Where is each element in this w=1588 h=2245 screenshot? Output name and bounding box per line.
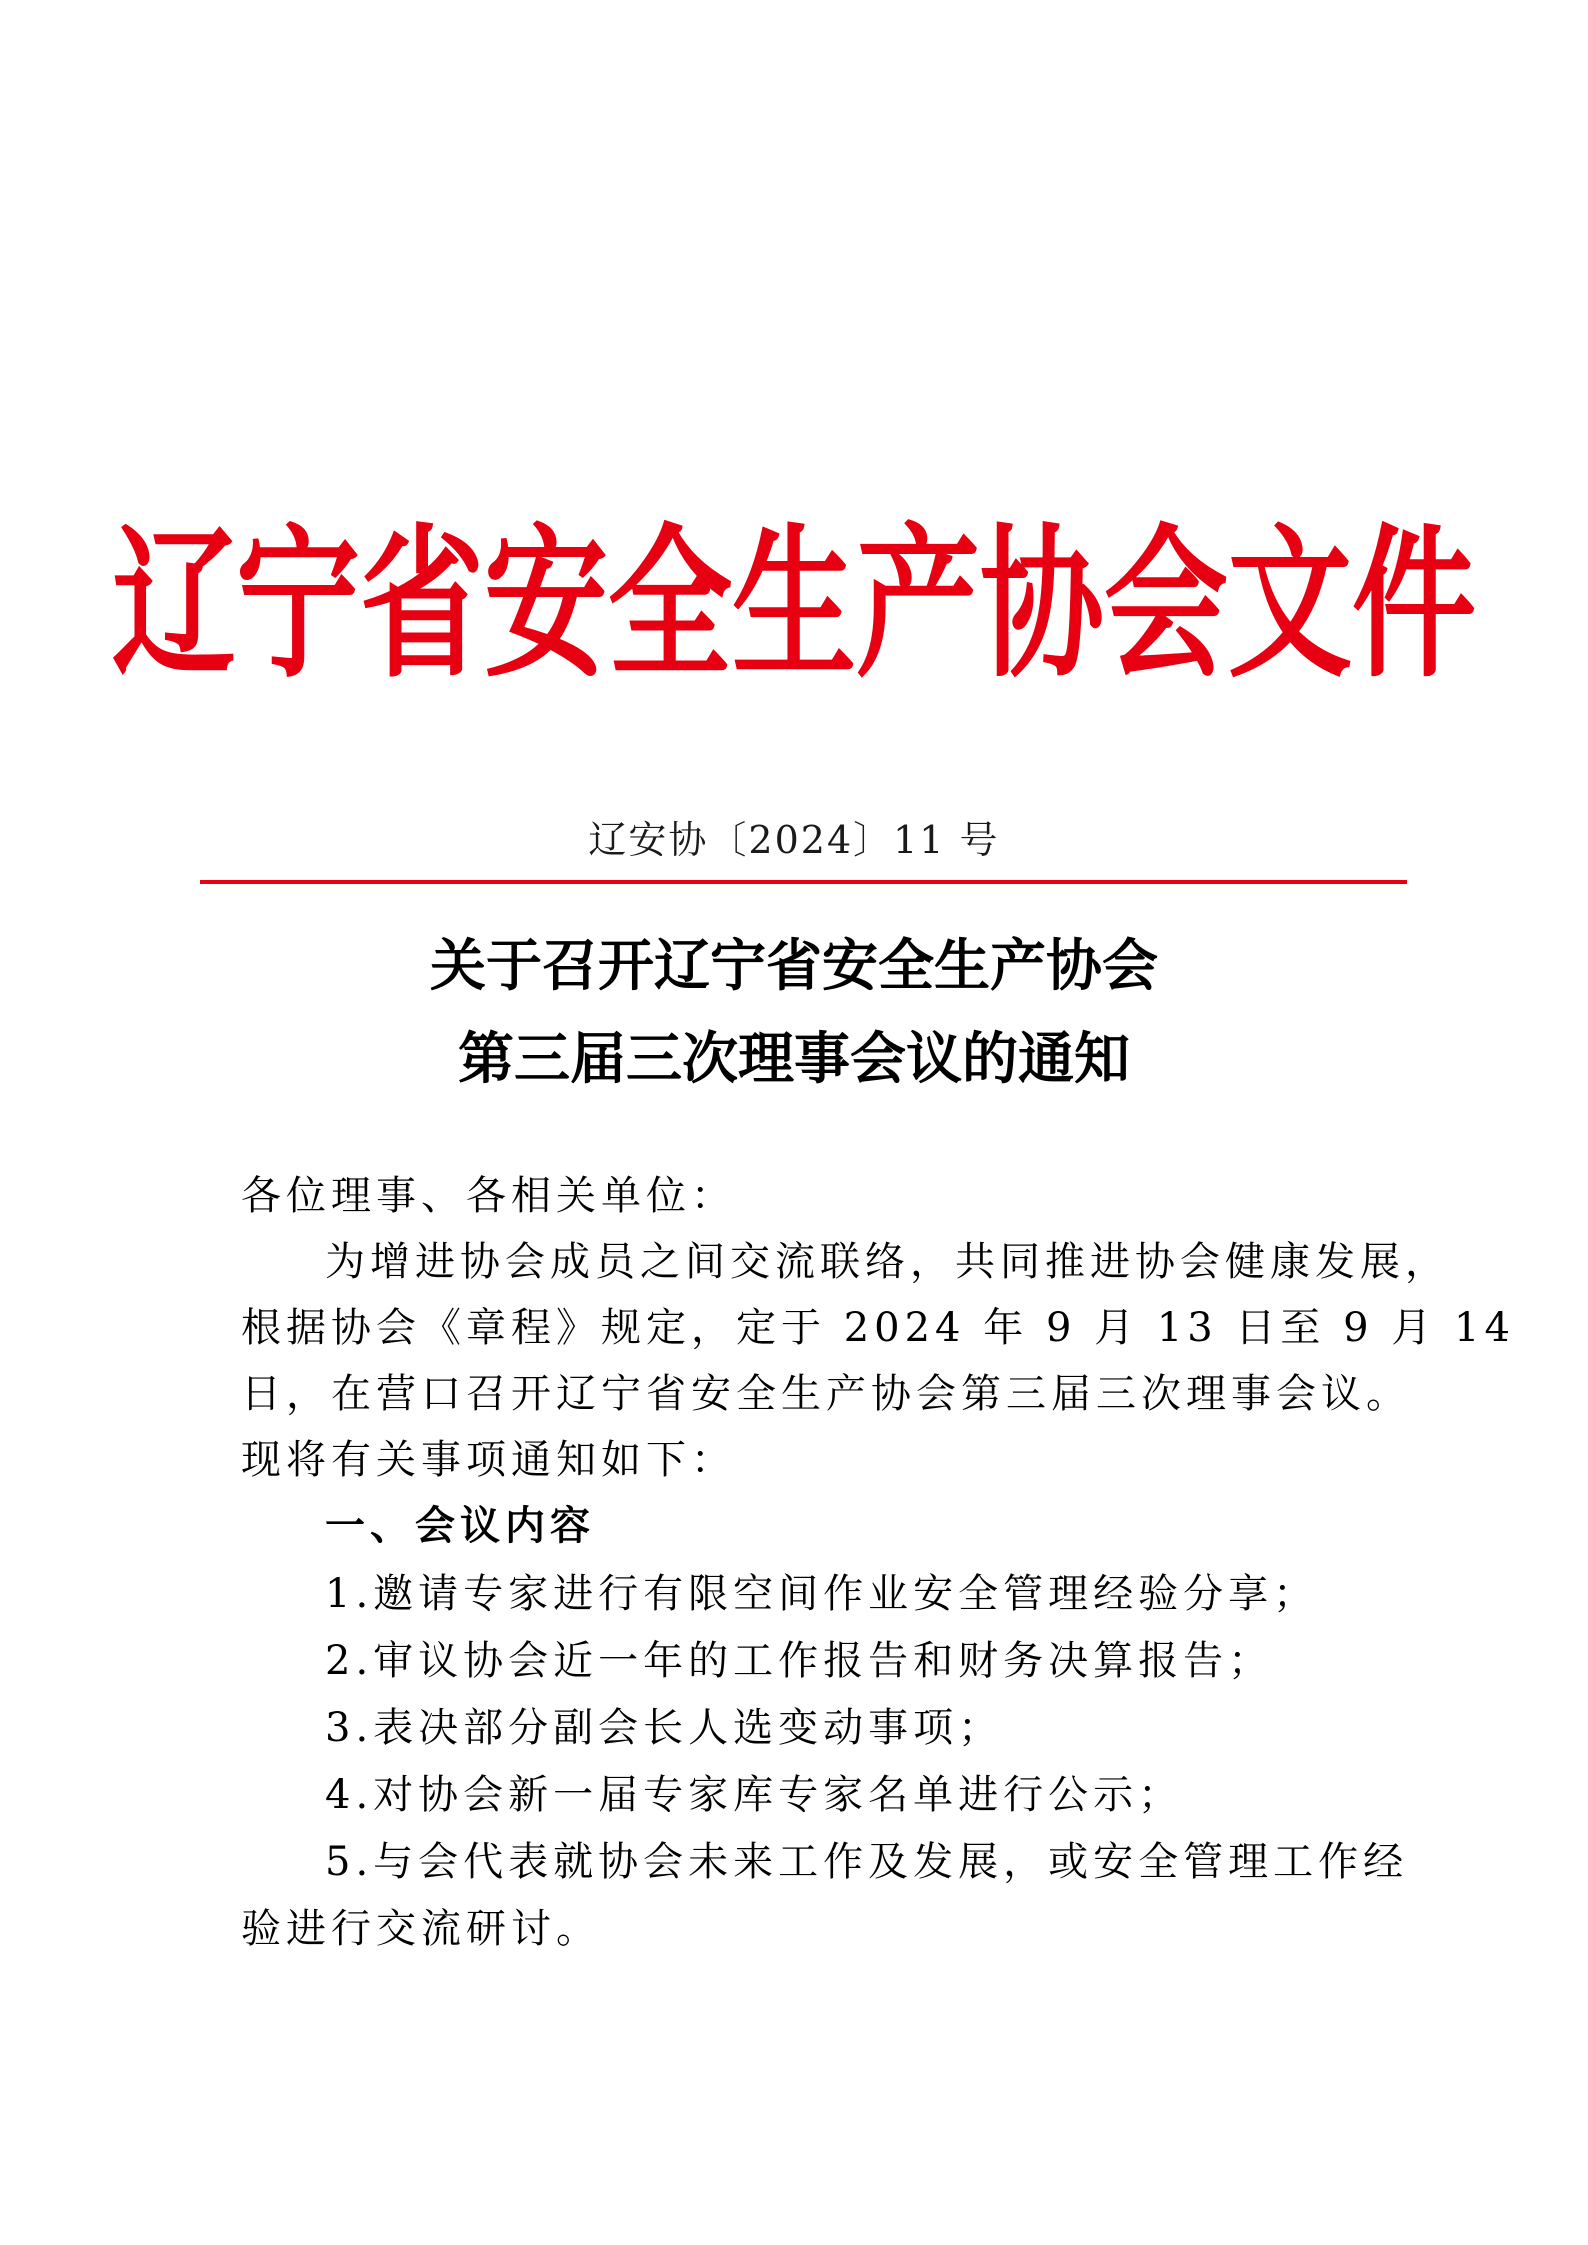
list-item: 1.邀请专家进行有限空间作业安全管理经验分享； (325, 1571, 1319, 1617)
paragraph-line: 根据协会《章程》规定，定于 2024 年 9 月 13 日至 9 月 14 (241, 1305, 1515, 1351)
red-divider-line (200, 880, 1407, 884)
notice-title-line-2: 第三届三次理事会议的通知 (458, 1026, 1130, 1092)
list-item: 4.对协会新一届专家库专家名单进行公示； (325, 1772, 1184, 1818)
list-item: 5.与会代表就协会未来工作及发展，或安全管理工作经 (325, 1839, 1409, 1885)
section-heading: 一、会议内容 (325, 1502, 595, 1549)
list-item: 3.表决部分副会长人选变动事项； (325, 1705, 1004, 1751)
paragraph-line: 现将有关事项通知如下： (241, 1437, 736, 1483)
paragraph-line: 为增进协会成员之间交流联络，共同推进协会健康发展， (325, 1239, 1450, 1285)
list-item-continuation: 验进行交流研讨。 (241, 1906, 601, 1952)
paragraph-line: 日，在营口召开辽宁省安全生产协会第三届三次理事会议。 (241, 1371, 1411, 1417)
list-item: 2.审议协会近一年的工作报告和财务决算报告； (325, 1638, 1274, 1684)
masthead-title: 辽宁省安全生产协会文件 (111, 509, 1476, 701)
salutation: 各位理事、各相关单位： (241, 1173, 736, 1219)
document-number: 辽安协〔2024〕11 号 (588, 818, 1000, 862)
notice-title-line-1: 关于召开辽宁省安全生产协会 (430, 933, 1158, 999)
